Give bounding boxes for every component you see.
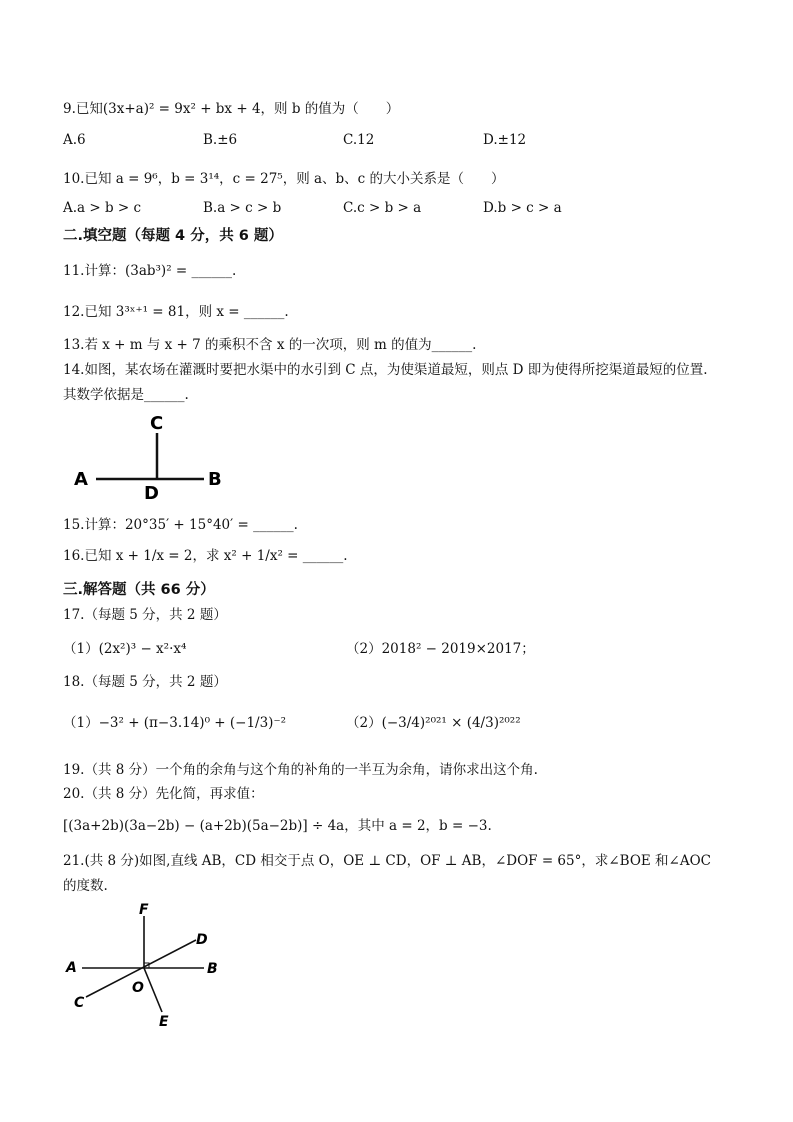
label-d: D xyxy=(144,483,159,504)
q17-part2: （2）2018² − 2019×2017； xyxy=(346,641,535,657)
q10-option-d: D.b > c > a xyxy=(483,200,562,216)
q14-line1: 14.如图，某农场在灌溉时要把水渠中的水引到 C 点，为使渠道最短，则点 D 即为使得所挖渠道最短的位置. xyxy=(63,362,708,378)
q9-option-b: B.±6 xyxy=(203,132,238,148)
q9-stem: 9.已知(3x+a)² = 9x² + bx + 4，则 b 的值为（ ） xyxy=(63,101,400,117)
q20-head: 20.（共 8 分）先化简，再求值： xyxy=(63,786,264,802)
q19: 19.（共 8 分）一个角的余角与这个角的补角的一半互为余角，请你求出这个角. xyxy=(63,762,538,778)
section-2-heading: 二.填空题（每题 4 分，共 6 题） xyxy=(63,228,283,244)
q17-part1: （1）(2x²)³ − x²·x⁴ xyxy=(63,641,187,657)
q17-head: 17.（每题 5 分，共 2 题） xyxy=(63,607,227,623)
q18-part2: （2）(−3/4)²⁰²¹ × (4/3)²⁰²² xyxy=(346,715,521,731)
q13: 13.若 x + m 与 x + 7 的乘积不含 x 的一次项，则 m 的值为______. xyxy=(63,337,477,353)
q11: 11.计算：(3ab³)² = ______. xyxy=(63,263,237,279)
label-c: C xyxy=(150,413,164,434)
q21-line1: 21.(共 8 分)如图,直线 AB，CD 相交于点 O，OE ⊥ CD，OF ⊥ AB，∠DOF = 65°，求∠BOE 和∠AOC xyxy=(63,853,712,869)
q10-option-c: C.c > b > a xyxy=(343,200,422,216)
q9-option-c: C.12 xyxy=(343,132,375,148)
ray-oe xyxy=(144,968,162,1012)
q9-option-d: D.±12 xyxy=(483,132,527,148)
q9-option-a: A.6 xyxy=(63,132,86,148)
label-a: A xyxy=(66,960,77,976)
q10-option-a: A.a > b > c xyxy=(63,200,142,216)
label-d: D xyxy=(196,932,208,948)
label-o: O xyxy=(132,980,144,996)
q12: 12.已知 3³ˣ⁺¹ = 81，则 x = ______. xyxy=(63,304,289,320)
q21-line2: 的度数. xyxy=(63,878,108,894)
section-3-heading: 三.解答题（共 66 分） xyxy=(63,582,215,598)
q14-line2: 其数学依据是______. xyxy=(63,387,189,403)
label-e: E xyxy=(159,1014,169,1030)
q16: 16.已知 x + 1/x = 2，求 x² + 1/x² = ______. xyxy=(63,548,348,564)
q18-head: 18.（每题 5 分，共 2 题） xyxy=(63,674,227,690)
label-c: C xyxy=(74,995,85,1011)
label-a: A xyxy=(74,469,88,490)
q15: 15.计算：20°35′ + 15°40′ = ______. xyxy=(63,517,298,533)
q18-part1: （1）−3² + (π−3.14)⁰ + (−1/3)⁻² xyxy=(63,715,286,731)
q20-expression: [(3a+2b)(3a−2b) − (a+2b)(5a−2b)] ÷ 4a，其中 a = 2，b = −3. xyxy=(63,818,492,834)
label-b: B xyxy=(208,469,222,490)
q10-option-b: B.a > c > b xyxy=(203,200,282,216)
label-f: F xyxy=(139,902,149,918)
q14-figure xyxy=(68,405,238,505)
q21-figure xyxy=(62,900,232,1030)
q10-stem: 10.已知 a = 9⁶，b = 3¹⁴，c = 27⁵，则 a、b、c 的大小关系是（ ） xyxy=(63,171,505,187)
label-b: B xyxy=(207,961,218,977)
